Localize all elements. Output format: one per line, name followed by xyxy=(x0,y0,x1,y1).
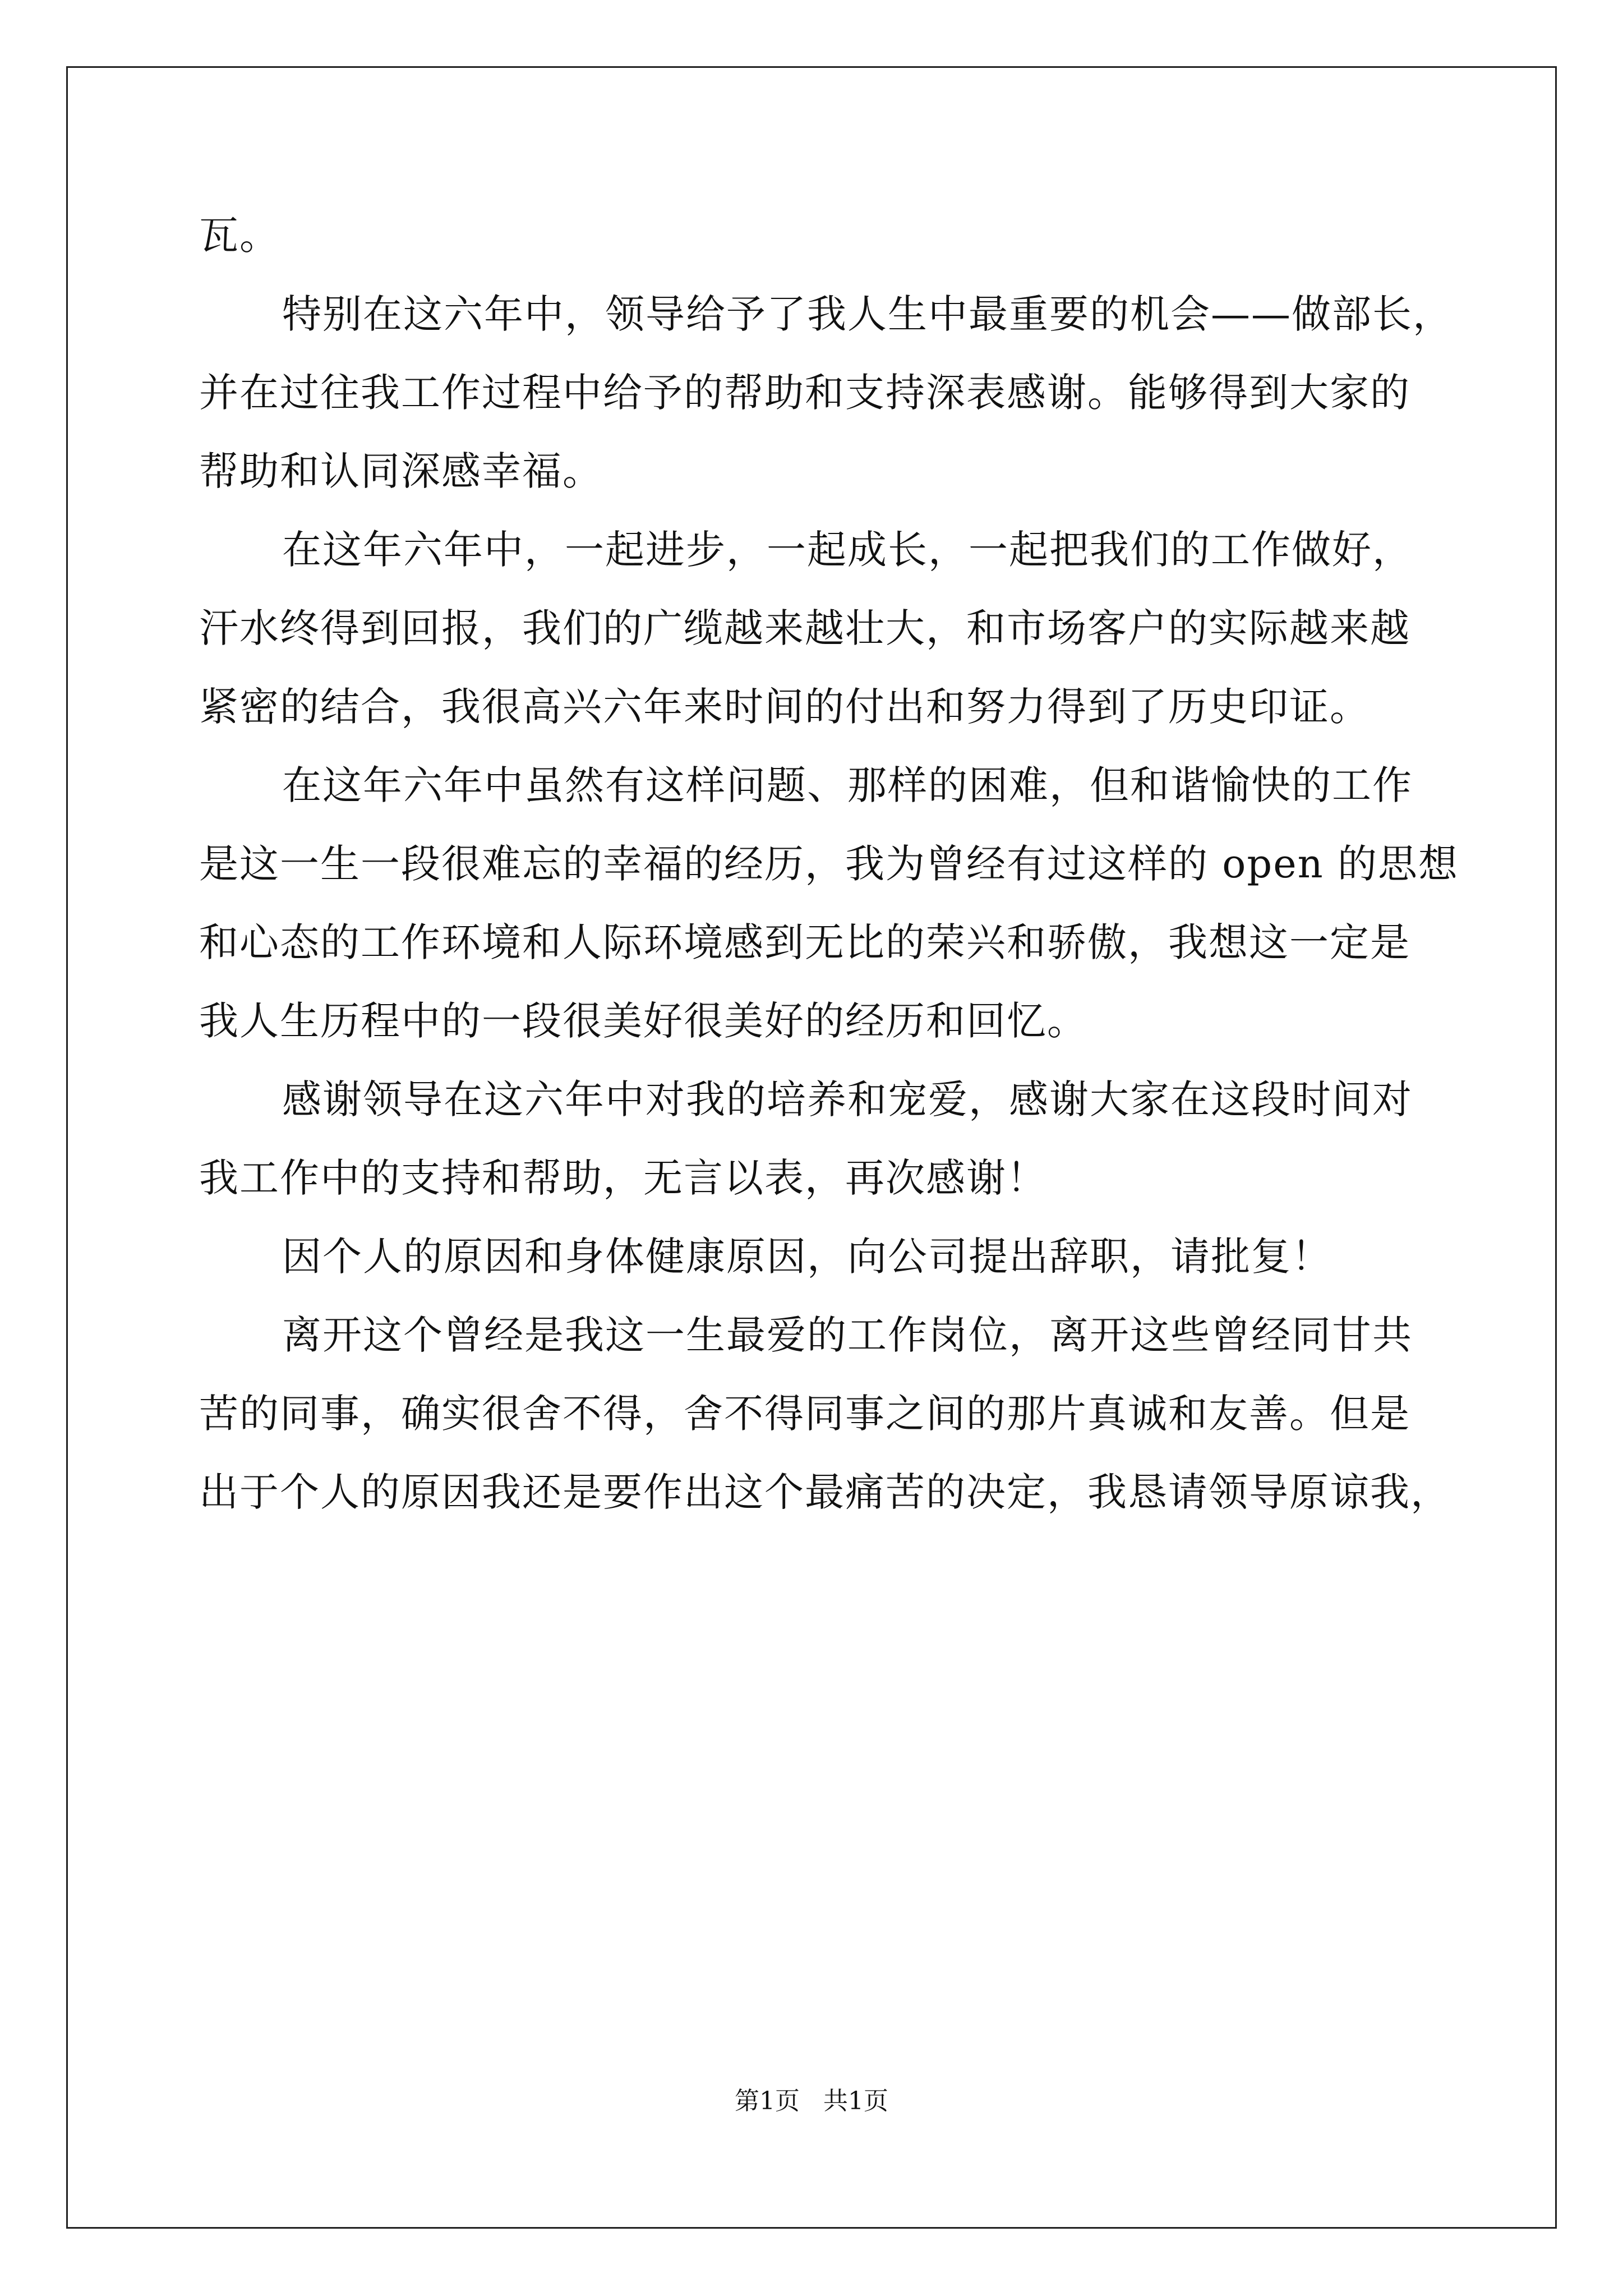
text-line: 离开这个曾经是我这一生最爱的工作岗位，离开这些曾经同甘共 xyxy=(282,1312,1413,1358)
text-line: 在这年六年中，一起进步，一起成长，一起把我们的工作做好， xyxy=(282,527,1413,573)
text-line: 汗水终得到回报，我们的广缆越来越壮大，和市场客户的实际越来越 xyxy=(199,605,1410,651)
text-line: 感谢领导在这六年中对我的培养和宠爱，感谢大家在这段时间对 xyxy=(282,1076,1413,1122)
text-line: 和心态的工作环境和人际环境感到无比的荣兴和骄傲，我想这一定是 xyxy=(199,919,1410,965)
text-line: 我工作中的支持和帮助，无言以表，再次感谢！ xyxy=(199,1155,1047,1201)
text-line: 并在过往我工作过程中给予的帮助和支持深表感谢。能够得到大家的 xyxy=(199,370,1410,416)
text-line: 紧密的结合，我很高兴六年来时间的付出和努力得到了历史印证。 xyxy=(199,684,1370,730)
text-line: 苦的同事，确实很舍不得，舍不得同事之间的那片真诚和友善。但是 xyxy=(199,1391,1410,1437)
text-line: 是这一生一段很难忘的幸福的经历，我为曾经有过这样的 open 的思想 xyxy=(199,841,1459,887)
text-line: 特别在这六年中，领导给予了我人生中最重要的机会——做部长， xyxy=(282,291,1453,337)
text-line: 我人生历程中的一段很美好很美好的经历和回忆。 xyxy=(199,998,1087,1044)
text-line: 在这年六年中虽然有这样问题、那样的困难，但和谐愉快的工作 xyxy=(282,762,1413,808)
page-footer: 第1页 共1页 xyxy=(735,2087,888,2115)
text-line: 因个人的原因和身体健康原因，向公司提出辞职，请批复！ xyxy=(282,1234,1332,1280)
text-line: 瓦。 xyxy=(199,213,280,259)
text-line: 帮助和认同深感幸福。 xyxy=(199,448,603,494)
text-line: 出于个人的原因我还是要作出这个最痛苦的决定，我恳请领导原谅我， xyxy=(199,1469,1451,1515)
